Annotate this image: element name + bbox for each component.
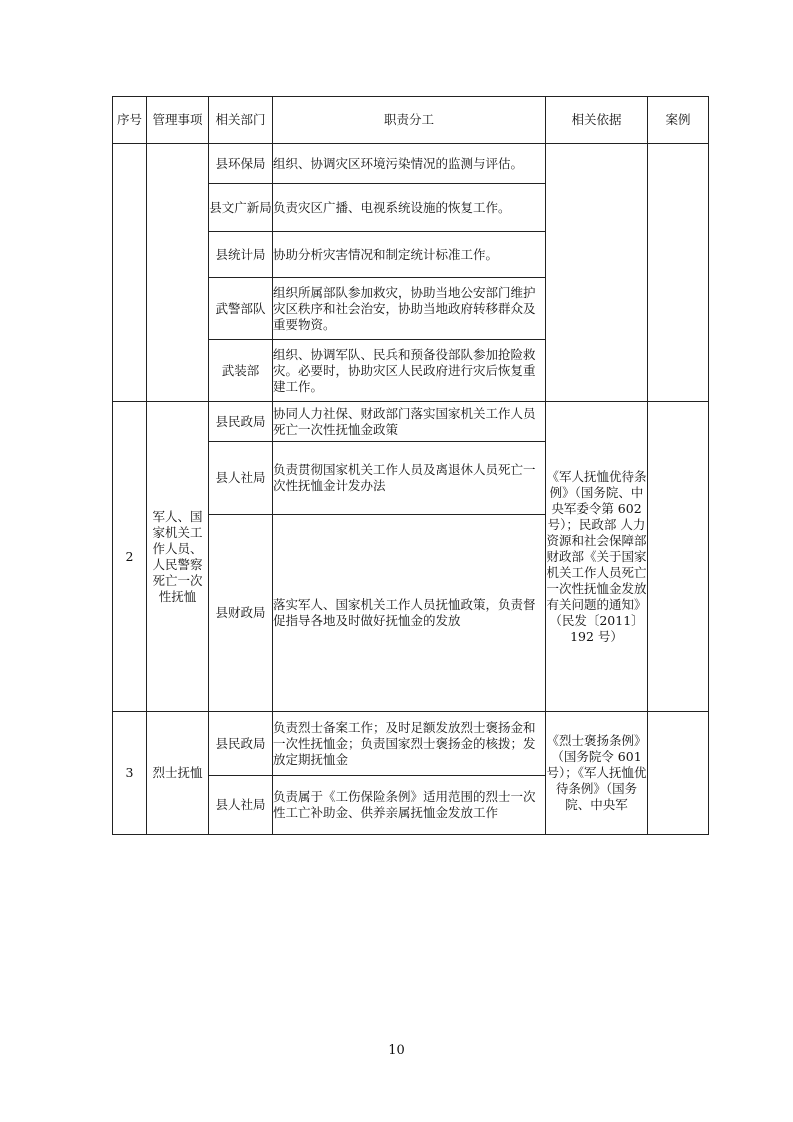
duty-cell: 组织所属部队参加救灾，协助当地公安部门维护灾区秩序和社会治安，协助当地政府转移群众及重要物资。	[273, 278, 546, 340]
item-cell-empty	[147, 144, 209, 402]
basis-cell: 《烈士褒扬条例》（国务院令 601 号）；《军人抚恤优待条例》（国务院、中央军	[546, 712, 648, 835]
dept-cell: 武装部	[209, 340, 273, 402]
dept-cell: 县文广新局	[209, 184, 273, 232]
duty-cell: 协同人力社保、财政部门落实国家机关工作人员死亡一次性抚恤金政策	[273, 402, 546, 442]
header-dept: 相关部门	[209, 97, 273, 144]
item-cell: 军人、国家机关工作人员、人民警察死亡一次性抚恤	[147, 402, 209, 712]
item-cell: 烈士抚恤	[147, 712, 209, 835]
dept-cell: 县民政局	[209, 402, 273, 442]
table-row	[113, 712, 709, 776]
duty-cell: 落实军人、国家机关工作人员抚恤政策，负责督促指导各地及时做好抚恤金的发放	[273, 515, 546, 712]
header-duty: 职责分工	[273, 97, 546, 144]
duty-cell: 负责烈士备案工作；及时足额发放烈士褒扬金和一次性抚恤金；负责国家烈士褒扬金的核拨；发放定期抚恤金	[273, 712, 546, 776]
case-cell-empty	[648, 402, 709, 712]
duty-cell: 负责贯彻国家机关工作人员及离退休人员死亡一次性抚恤金计发办法	[273, 442, 546, 515]
dept-cell: 县环保局	[209, 144, 273, 184]
header-row	[113, 97, 709, 144]
seq-cell-empty	[113, 144, 147, 402]
dept-cell: 县民政局	[209, 712, 273, 776]
header-case: 案例	[648, 97, 709, 144]
dept-cell: 县人社局	[209, 442, 273, 515]
seq-cell: 3	[113, 712, 147, 835]
case-cell-empty	[648, 144, 709, 402]
table-row	[113, 402, 709, 442]
basis-cell: 《军人抚恤优待条例》（国务院、中央军委令第 602 号）；民政部 人力资源和社会保障部 财政部《关于国家机关工作人员死亡一次性抚恤金发放有关问题的通知》（民发〔2011〕192 号）	[546, 402, 648, 712]
duty-cell: 负责灾区广播、电视系统设施的恢复工作。	[273, 184, 546, 232]
table-row	[113, 144, 709, 184]
dept-cell: 县统计局	[209, 232, 273, 278]
duty-cell: 负责属于《工伤保险条例》适用范围的烈士一次性工亡补助金、供养亲属抚恤金发放工作	[273, 776, 546, 835]
basis-cell-empty	[546, 144, 648, 402]
case-cell-empty	[648, 712, 709, 835]
dept-cell: 县人社局	[209, 776, 273, 835]
header-seq: 序号	[113, 97, 147, 144]
duty-cell: 协助分析灾害情况和制定统计标准工作。	[273, 232, 546, 278]
header-item: 管理事项	[147, 97, 209, 144]
page-number: 10	[388, 1043, 405, 1058]
dept-cell: 武警部队	[209, 278, 273, 340]
dept-cell: 县财政局	[209, 515, 273, 712]
header-basis: 相关依据	[546, 97, 648, 144]
duty-cell: 组织、协调军队、民兵和预备役部队参加抢险救灾。必要时，协助灾区人民政府进行灾后恢复重建工作。	[273, 340, 546, 402]
duty-cell: 组织、协调灾区环境污染情况的监测与评估。	[273, 144, 546, 184]
seq-cell: 2	[113, 402, 147, 712]
responsibility-table	[112, 96, 709, 835]
